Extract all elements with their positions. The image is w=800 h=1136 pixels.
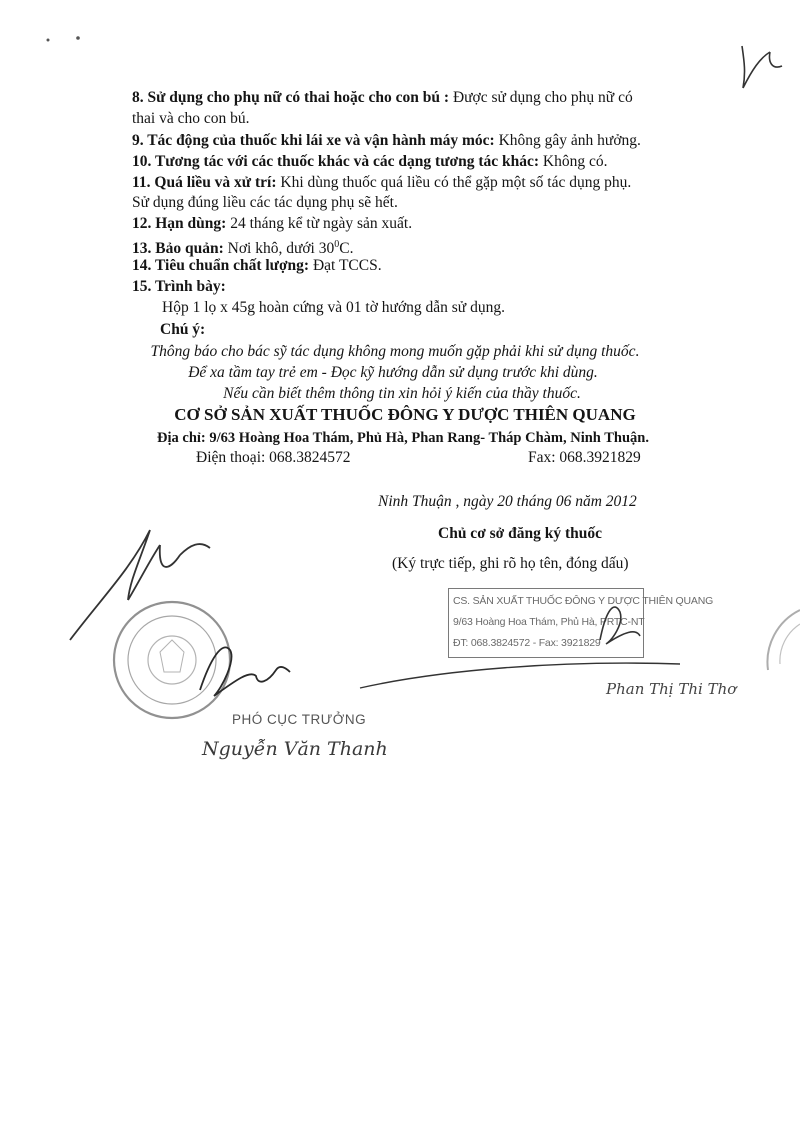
section-11-text: Khi dùng thuốc quá liều có thể gặp một số tác dụng phụ. [276,174,632,191]
note-label: Chú ý: [160,321,206,338]
section-10-label: 10. Tương tác với các thuốc khác và các dạng tương tác khác: [132,153,540,170]
section-8-text: Được sử dụng cho phụ nữ có [449,89,633,106]
section-14-text: Đạt TCCS. [309,257,382,274]
stamp-line-1: CS. SẢN XUẤT THUỐC ĐÔNG Y DƯỢC THIÊN QUANG [453,595,714,607]
stamp-line-3: ĐT: 068.3824572 - Fax: 3921829 [453,637,601,649]
section-9-text: Không gây ảnh hưởng. [494,132,641,149]
company-fax: Fax: 068.3921829 [528,449,641,466]
section-15-text: Hộp 1 lọ x 45g hoàn cứng và 01 tờ hướng dẫn sử dụng. [162,299,505,316]
signature-left [70,530,210,640]
stamp-line-2: 9/63 Hoàng Hoa Thám, Phủ Hà, PRTC-NT [453,616,645,628]
official-name: Nguyễn Văn Thanh [202,738,388,760]
note-line-1: Thông báo cho bác sỹ tác dụng không mong muốn gặp phải khi sử dụng thuốc. [150,343,640,360]
date-line: Ninh Thuận , ngày 20 tháng 06 năm 2012 [378,493,637,510]
section-14-label: 14. Tiêu chuẩn chất lượng: [132,257,310,274]
section-13-label: 13. Bảo quản: [132,240,224,258]
company-address: Địa chỉ: 9/63 Hoàng Hoa Thám, Phủ Hà, Phan Rang- Tháp Chàm, Ninh Thuận. [157,430,649,446]
signature-underline [360,663,680,688]
section-11-continuation: Sử dụng đúng liều các tác dụng phụ sẽ hết. [132,194,398,211]
section-13-text: Nơi khô, dưới 30 [223,240,335,258]
signature-instruction: (Ký trực tiếp, ghi rõ họ tên, đóng dấu) [392,555,629,572]
company-phone: Điện thoại: 068.3824572 [196,449,351,466]
section-11-label: 11. Quá liều và xử trí: [132,174,277,191]
signer-title: Chủ cơ sở đăng ký thuốc [438,525,603,542]
degree-superscript: 0 [334,239,340,250]
section-12-text: 24 tháng kể từ ngày sản xuất. [226,215,413,232]
official-position: PHÓ CỤC TRƯỞNG [232,712,367,727]
note-line-2: Để xa tầm tay trẻ em - Đọc kỹ hướng dẫn sử dụng trước khi dùng. [188,364,598,381]
company-name: CƠ SỞ SẢN XUẤT THUỐC ĐÔNG Y DƯỢC THIÊN QUANG [174,405,636,424]
section-13-tail: C. [339,240,354,258]
section-12-label: 12. Hạn dùng: [132,215,227,232]
section-9-label: 9. Tác động của thuốc khi lái xe và vận hành máy móc: [132,132,495,149]
section-10-text: Không có. [539,153,608,170]
section-15-label: 15. Trình bày: [132,278,226,295]
initials-mark-top [742,46,782,88]
scan-dot [47,39,50,42]
signer-name: Phan Thị Thi Thơ [606,680,737,698]
note-line-3: Nếu cần biết thêm thông tin xin hỏi ý kiến của thầy thuốc. [223,385,581,402]
signature-official [200,647,290,696]
section-8-continuation: thai và cho con bú. [132,110,250,127]
section-8-label: 8. Sử dụng cho phụ nữ có thai hoặc cho con bú : [132,89,450,106]
signature-over-stamp [600,607,640,644]
partial-seal-right [767,610,800,670]
scan-dot [76,36,80,40]
